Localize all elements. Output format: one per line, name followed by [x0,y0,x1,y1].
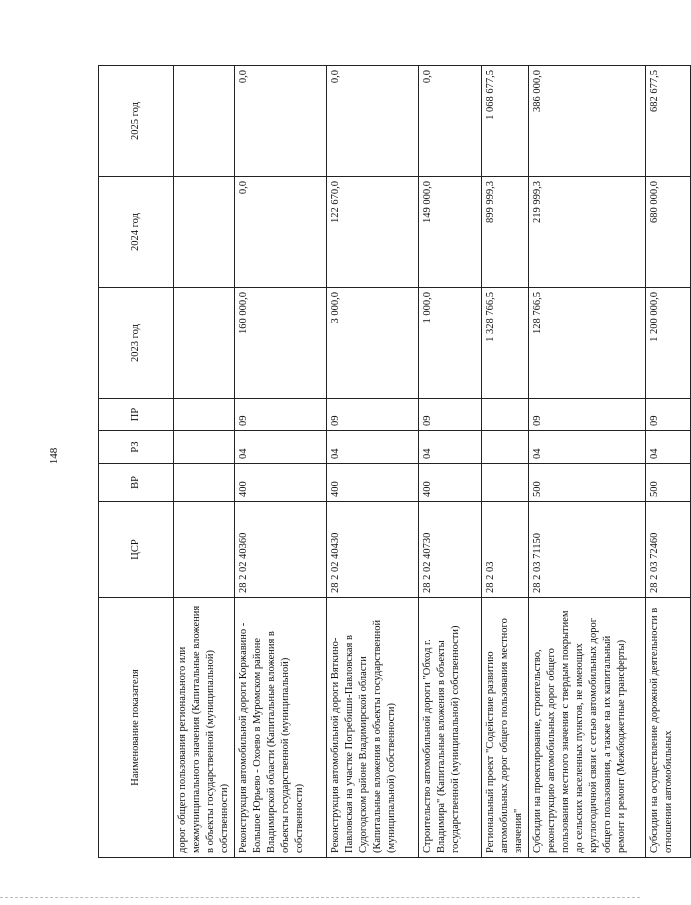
row-2025: 682 677,5 [645,66,690,177]
row-name: Строительство автомобильной дороги "Обход г. Владимира" (Капитальные вложения в объекты государственной (муниципальной) собственности) [418,598,481,858]
row-2023: 1 328 766,5 [481,288,528,399]
row-name: Субсидии на осуществление дорожной деятельности в отношении автомобильных [645,598,690,858]
table-row [326,66,418,858]
row-2025: 386 000,0 [528,66,645,177]
row-csr: 28 2 03 [481,502,528,598]
row-pr: 09 [645,399,690,431]
row-rz: 04 [418,431,481,464]
rotated-table-wrapper [98,68,674,858]
row-rz [481,431,528,464]
row-vr: 400 [234,464,326,502]
row-vr: 400 [418,464,481,502]
header-2024: 2024 год [99,177,174,288]
row-2023: 3 000,0 [326,288,418,399]
header-csr: ЦСР [99,502,174,598]
row-rz: 04 [645,431,690,464]
row-csr: 28 2 02 40730 [418,502,481,598]
row-pr: 09 [528,399,645,431]
row-name: Реконструкция автомобильной дороги Коржавино - Большое Юрьево - Охоево в Муромском районе Владимирской области (Капитальные вложения в объекты государственной (муниципальной) собственности) [234,598,326,858]
row-2024: 0,0 [234,177,326,288]
row-csr: 28 2 03 72460 [645,502,690,598]
header-row [99,66,174,858]
row-pr: 09 [326,399,418,431]
row-name: Региональный проект "Содействие развитию автомобильных дорог общего пользования местного значения" [481,598,528,858]
budget-table [98,65,691,858]
row-2025: 1 068 677,5 [481,66,528,177]
row-vr: 500 [528,464,645,502]
header-name: Наименование показателя [99,598,174,858]
row-pr [174,399,235,431]
row-name: дорог общего пользования регионального или межмуниципального значения (Капитальные вложения в объекты государственной (муниципальной) собственности) [174,598,235,858]
row-2025 [174,66,235,177]
header-pr: ПР [99,399,174,431]
row-name: Субсидии на проектирование, строительство, реконструкцию автомобильных дорог общего пользования местного значения с твердым покрытием до сельских населенных пунктов, не имеющих круглогодичной связи с сетью автомобильных дорог общего пользования, а также на их капитальный ремонт и ремонт (Межбюджетные трансферты) [528,598,645,858]
header-2023: 2023 год [99,288,174,399]
row-2023: 160 000,0 [234,288,326,399]
scan-edge-line [0,897,640,898]
row-2023: 128 766,5 [528,288,645,399]
header-2025: 2025 год [99,66,174,177]
row-2024: 899 999,3 [481,177,528,288]
table-row [528,66,645,858]
table-row [645,66,690,858]
row-pr: 09 [234,399,326,431]
row-csr: 28 2 03 71150 [528,502,645,598]
row-2024: 122 670,0 [326,177,418,288]
row-2023: 1 200 000,0 [645,288,690,399]
row-vr: 400 [326,464,418,502]
row-rz: 04 [234,431,326,464]
row-2024: 680 000,0 [645,177,690,288]
row-csr: 28 2 02 40430 [326,502,418,598]
row-csr [174,502,235,598]
row-vr: 500 [645,464,690,502]
row-vr [481,464,528,502]
table-row [481,66,528,858]
table-row [174,66,235,858]
table-row [418,66,481,858]
row-2024: 149 000,0 [418,177,481,288]
row-pr [481,399,528,431]
row-2024: 219 999,3 [528,177,645,288]
row-2024 [174,177,235,288]
row-csr: 28 2 02 40360 [234,502,326,598]
row-rz: 04 [528,431,645,464]
row-2023: 1 000,0 [418,288,481,399]
row-vr [174,464,235,502]
row-pr: 09 [418,399,481,431]
row-2025: 0,0 [326,66,418,177]
row-2025: 0,0 [234,66,326,177]
table-row [234,66,326,858]
header-rz: РЗ [99,431,174,464]
row-rz [174,431,235,464]
page-number: 148 [48,447,60,465]
row-name: Реконструкция автомобильной дороги Вяткино-Павловская на участке Погребиши-Павловская в Судогодском районе Владимирской области (Капитальные вложения в объекты государственной (муниципальной) собственности) [326,598,418,858]
row-rz: 04 [326,431,418,464]
row-2025: 0,0 [418,66,481,177]
row-2023 [174,288,235,399]
header-vr: ВР [99,464,174,502]
